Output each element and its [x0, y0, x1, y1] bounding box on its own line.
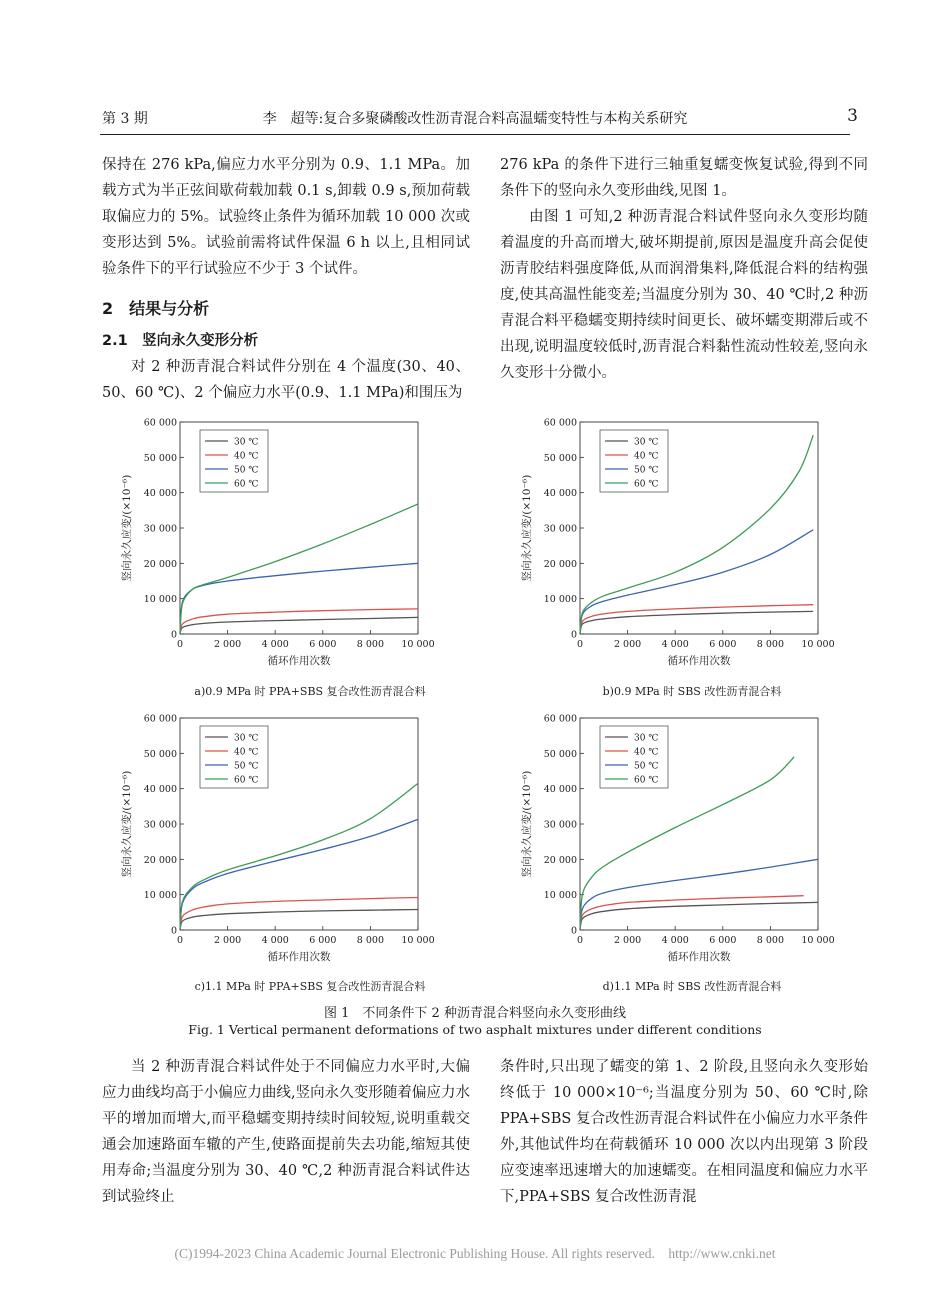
y-tick-label: 10 000: [543, 594, 577, 606]
figure-caption-en: Fig. 1 Vertical permanent deformations of two asphalt mixtures under different conditions: [188, 1022, 762, 1037]
subfigure-caption-c: c)1.1 MPa 时 PPA+SBS 复合改性沥青混合料: [194, 980, 426, 993]
x-tick-label: 8 000: [356, 639, 385, 650]
subfigure-caption-a: a)0.9 MPa 时 PPA+SBS 复合改性沥青混合料: [194, 685, 426, 698]
subfigure-caption-b: b)0.9 MPa 时 SBS 改性沥青混合料: [602, 685, 782, 698]
x-axis-label: 循环作用次数: [267, 951, 331, 963]
legend-label: 50 ℃: [634, 761, 659, 772]
series-line-1: [180, 910, 418, 931]
x-axis-label: 循环作用次数: [267, 655, 331, 667]
right-column-bottom: [500, 1054, 868, 1210]
y-tick-label: 40 000: [143, 488, 177, 500]
x-tick-label: 6 000: [709, 935, 737, 946]
y-tick-label: 60 000: [543, 713, 577, 725]
series-line-3: [580, 530, 813, 634]
subsection-heading: 2.1 竖向永久变形分析: [102, 333, 259, 349]
y-tick-label: 0: [170, 925, 177, 937]
y-tick-label: 30 000: [143, 819, 177, 831]
x-tick-label: 4 000: [261, 935, 289, 946]
chart-d: [510, 706, 835, 971]
legend-label: 30 ℃: [634, 733, 659, 744]
y-tick-label: 30 000: [543, 523, 577, 535]
y-tick-label: 60 000: [543, 417, 577, 429]
chart-c: [110, 706, 435, 971]
y-tick-label: 50 000: [543, 748, 577, 760]
paragraph: 保持在 276 kPa,偏应力水平分别为 0.9、1.1 MPa。加载方式为半正弦间歇荷载加载 0.1 s,卸载 0.9 s,预加荷载取偏应力的 5%。试验终止条件为循环加载 10 000 次或变形达到 5%。试验前需将试件保温 6 h 以上,且相同试验条件下的平行试验应不少于 3 个试件。: [102, 157, 470, 277]
legend-label: 60 ℃: [634, 479, 659, 490]
x-tick-label: 10 000: [401, 639, 435, 650]
left-column-bottom: [102, 1054, 470, 1210]
legend-label: 30 ℃: [234, 437, 259, 448]
x-tick-label: 4 000: [261, 639, 289, 650]
legend-label: 30 ℃: [634, 437, 659, 448]
header-rule: [100, 134, 850, 135]
chart-b: [510, 410, 835, 675]
y-tick-label: 50 000: [543, 452, 577, 464]
y-axis-label: 竖向永久应变/(×10⁻⁶): [121, 474, 133, 582]
series-line-2: [580, 896, 804, 930]
y-tick-label: 20 000: [143, 854, 177, 866]
legend-label: 50 ℃: [234, 465, 259, 476]
y-axis-label: 竖向永久应变/(×10⁻⁶): [121, 770, 133, 878]
y-tick-label: 60 000: [143, 417, 177, 429]
x-tick-label: 4 000: [661, 639, 689, 650]
paragraph: 276 kPa 的条件下进行三轴重复蠕变恢复试验,得到不同条件下的竖向永久变形曲线,见图 1。: [500, 157, 868, 199]
y-tick-label: 60 000: [143, 713, 177, 725]
copyright-footer: (C)1994-2023 China Academic Journal Electronic Publishing House. All rights reserved. http://www.cnki.net: [174, 1246, 776, 1261]
y-axis-label: 竖向永久应变/(×10⁻⁶): [521, 474, 533, 582]
x-tick-label: 0: [176, 935, 184, 946]
x-tick-label: 8 000: [356, 935, 385, 946]
paragraph: 当 2 种沥青混合料试件处于不同偏应力水平时,大偏应力曲线均高于小偏应力曲线,竖向永久变形随着偏应力水平的增加而增大,而平稳蠕变期持续时间较短,说明重载交通会加速路面车辙的产生,使路面提前失去功能,缩短其使用寿命;当温度分别为 30、40 ℃,2 种沥青混合料试件达到试验终止: [102, 1059, 470, 1205]
y-tick-label: 10 000: [543, 890, 577, 902]
paragraph: 条件时,只出现了蠕变的第 1、2 阶段,且竖向永久变形始终低于 10 000×10⁻⁶;当温度分别为 50、60 ℃时,除 PPA+SBS 复合改性沥青混合料试件在小偏应力水平条件外,其他试件均在荷载循环 10 000 次以内出现第 3 阶段应变速率迅速增大的加速蠕变。在相同温度和偏应力水平下,PPA+SBS 复合改性沥青混: [500, 1059, 868, 1205]
y-tick-label: 0: [570, 925, 577, 937]
legend-label: 40 ℃: [634, 451, 659, 462]
y-tick-label: 40 000: [543, 784, 577, 796]
series-line-2: [180, 609, 418, 634]
x-tick-label: 0: [176, 639, 184, 650]
series-line-2: [580, 605, 813, 634]
y-tick-label: 20 000: [143, 558, 177, 570]
x-axis-label: 循环作用次数: [667, 951, 731, 963]
y-tick-label: 20 000: [543, 854, 577, 866]
y-tick-label: 40 000: [543, 488, 577, 500]
section-heading: 2 结果与分析: [102, 299, 210, 318]
y-tick-label: 30 000: [143, 523, 177, 535]
chart-a: [110, 410, 435, 675]
x-axis-label: 循环作用次数: [667, 655, 731, 667]
x-tick-label: 0: [576, 935, 584, 946]
y-tick-label: 0: [170, 629, 177, 641]
x-tick-label: 6 000: [709, 639, 737, 650]
series-line-2: [180, 898, 418, 931]
x-tick-label: 8 000: [756, 935, 785, 946]
x-tick-label: 4 000: [661, 935, 689, 946]
y-tick-label: 50 000: [143, 452, 177, 464]
series-line-4: [180, 504, 418, 634]
series-line-4: [180, 783, 418, 930]
x-tick-label: 6 000: [309, 935, 337, 946]
x-tick-label: 10 000: [801, 935, 835, 946]
left-column-top: [102, 152, 470, 406]
y-tick-label: 10 000: [143, 890, 177, 902]
y-tick-label: 30 000: [543, 819, 577, 831]
legend-label: 60 ℃: [234, 775, 259, 786]
series-line-1: [180, 617, 418, 634]
legend-label: 40 ℃: [234, 451, 259, 462]
legend-label: 60 ℃: [234, 479, 259, 490]
page-number: 3: [847, 106, 858, 126]
running-header-issue: 第 3 期: [102, 111, 148, 127]
legend-label: 40 ℃: [234, 747, 259, 758]
y-tick-label: 50 000: [143, 748, 177, 760]
legend-label: 60 ℃: [634, 775, 659, 786]
y-tick-label: 20 000: [543, 558, 577, 570]
x-tick-label: 8 000: [756, 639, 785, 650]
x-tick-label: 10 000: [801, 639, 835, 650]
y-tick-label: 40 000: [143, 784, 177, 796]
x-tick-label: 2 000: [613, 935, 642, 946]
series-line-3: [180, 563, 418, 634]
x-tick-label: 0: [576, 639, 584, 650]
series-line-1: [580, 611, 813, 634]
legend-label: 40 ℃: [634, 747, 659, 758]
x-tick-label: 2 000: [213, 935, 242, 946]
x-tick-label: 2 000: [213, 639, 242, 650]
paragraph: 由图 1 可知,2 种沥青混合料试件竖向永久变形均随着温度的升高而增大,破坏期提前,原因是温度升高会促使沥青胶结料强度降低,从而润滑集料,降低混合料的结构强度,使其高温性能变差;当温度分别为 30、40 ℃时,2 种沥青混合料平稳蠕变期持续时间更长、破坏蠕变期滞后或不出现,说明温度较低时,沥青混合料黏性流动性较差,竖向永久变形十分微小。: [500, 209, 868, 381]
paragraph: 对 2 种沥青混合料试件分别在 4 个温度(30、40、50、60 ℃)、2 个偏应力水平(0.9、1.1 MPa)和围压为: [102, 359, 470, 401]
y-axis-label: 竖向永久应变/(×10⁻⁶): [521, 770, 533, 878]
running-header-title: 李 超等:复合多聚磷酸改性沥青混合料高温蠕变特性与本构关系研究: [262, 111, 688, 127]
figure-caption-cn: 图 1 不同条件下 2 种沥青混合料竖向永久变形曲线: [324, 1006, 626, 1021]
y-tick-label: 0: [570, 629, 577, 641]
y-tick-label: 10 000: [143, 594, 177, 606]
right-column-top: [500, 152, 868, 386]
legend-label: 50 ℃: [634, 465, 659, 476]
x-tick-label: 6 000: [309, 639, 337, 650]
legend-label: 50 ℃: [234, 761, 259, 772]
series-line-1: [580, 902, 818, 930]
x-tick-label: 10 000: [401, 935, 435, 946]
x-tick-label: 2 000: [613, 639, 642, 650]
legend-label: 30 ℃: [234, 733, 259, 744]
subfigure-caption-d: d)1.1 MPa 时 SBS 改性沥青混合料: [602, 980, 782, 993]
series-line-3: [580, 859, 818, 930]
